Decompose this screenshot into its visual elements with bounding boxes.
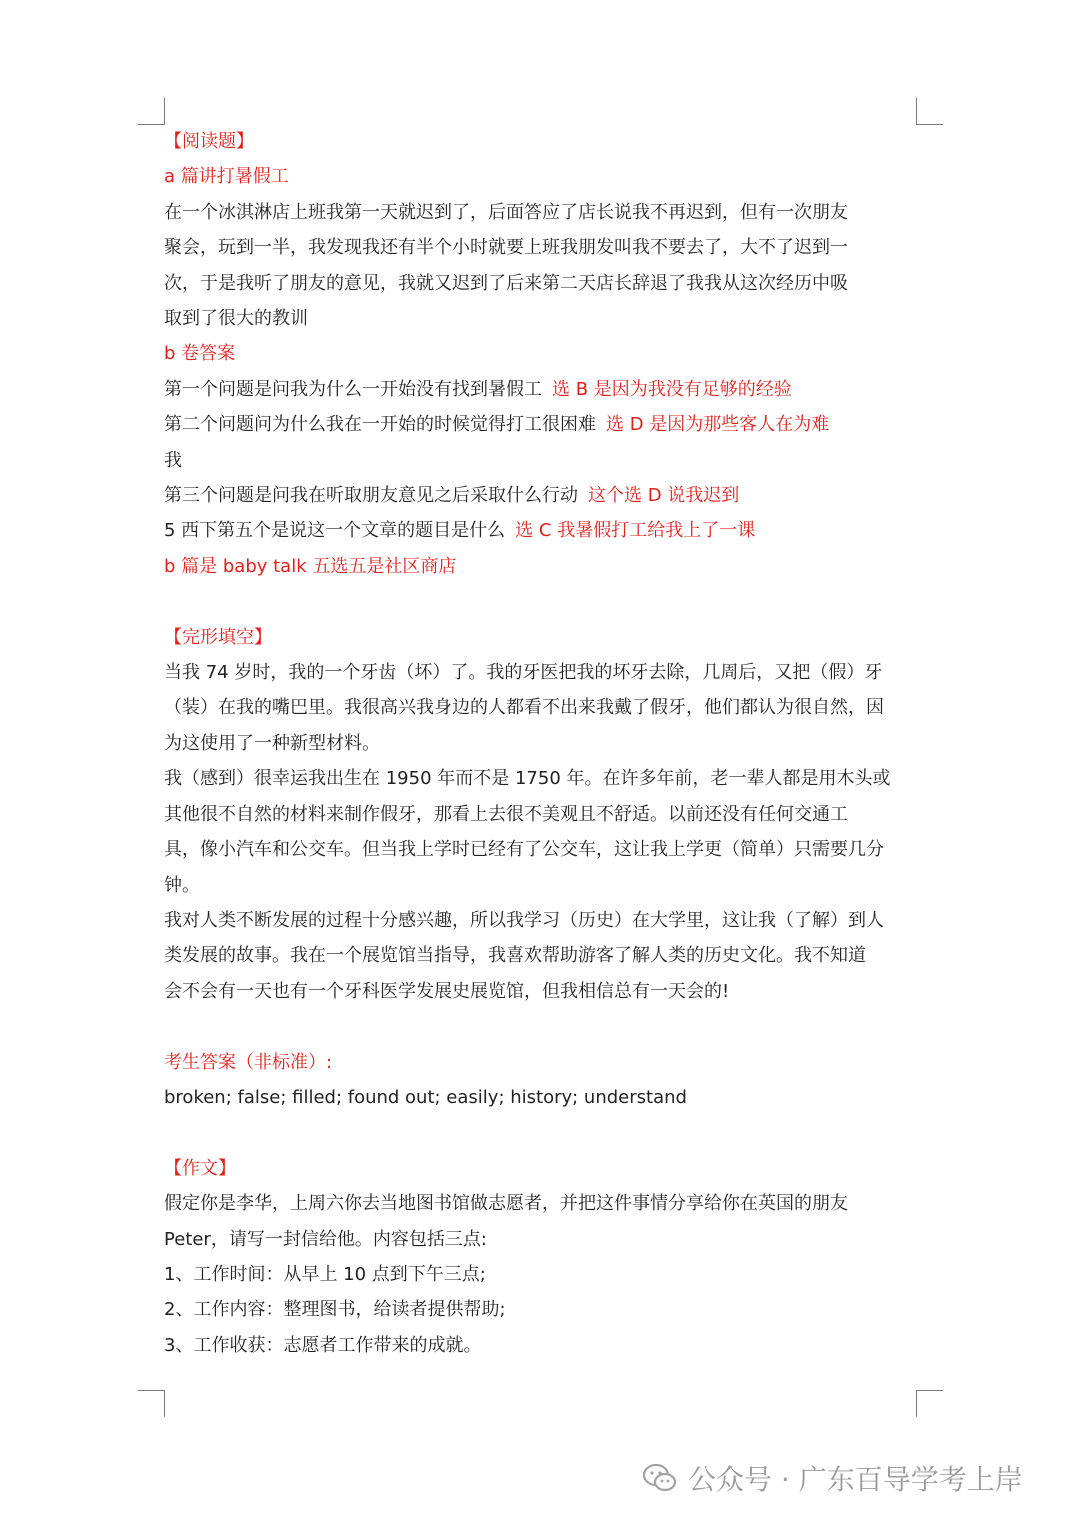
cloze-line: 我对人类不断发展的过程十分感兴趣，所以我学习（历史）在大学里，这让我（了解）到人 bbox=[164, 909, 884, 931]
passage-a-line: 取到了很大的教训 bbox=[164, 308, 308, 330]
cloze-line: 我（感到）很幸运我出生在 1950 年而不是 1750 年。在许多年前，老一辈人都是用木头或 bbox=[164, 768, 891, 790]
question-1-text: 第一个问题是问我为什么一开始没有找到暑假工 bbox=[164, 378, 542, 400]
watermark-text: 公众号 · 广东百导学考上岸 bbox=[688, 1463, 1023, 1496]
crop-mark-bottom-right bbox=[916, 1390, 943, 1417]
essay-line: 2、工作内容：整理图书，给读者提供帮助; bbox=[164, 1299, 506, 1321]
crop-mark-top-left bbox=[138, 98, 165, 125]
question-3-answer: 这个选 D 说我迟到 bbox=[588, 485, 740, 507]
essay-line: 1、工作时间：从早上 10 点到下午三点; bbox=[164, 1263, 486, 1285]
passage-a-line: 次，于是我听了朋友的意见，我就又迟到了后来第二天店长辞退了我我从这次经历中吸 bbox=[164, 272, 848, 294]
passage-a-title: a 篇讲打暑假工 bbox=[164, 166, 289, 188]
cloze-line: 会不会有一天也有一个牙科医学发展史展览馆，但我相信总有一天会的! bbox=[164, 980, 730, 1002]
question-3-text: 第三个问题是问我在听取朋友意见之后采取什么行动 bbox=[164, 485, 578, 507]
essay-line: 3、工作收获：志愿者工作带来的成就。 bbox=[164, 1334, 482, 1356]
crop-mark-top-right bbox=[916, 98, 943, 125]
cloze-line: 为这使用了一种新型材料。 bbox=[164, 732, 380, 754]
watermark bbox=[640, 1456, 1023, 1500]
cloze-line: （装）在我的嘴巴里。我很高兴我身边的人都看不出来我戴了假牙，他们都认为很自然，因 bbox=[164, 697, 884, 719]
passage-a-line: 在一个冰淇淋店上班我第一天就迟到了，后面答应了店长说我不再迟到，但有一次朋友 bbox=[164, 201, 848, 223]
question-5-text: 5 西下第五个是说这一个文章的题目是什么 bbox=[164, 520, 506, 542]
question-5-answer: 选 C 我暑假打工给我上了一课 bbox=[515, 520, 756, 542]
question-1 bbox=[164, 372, 924, 407]
passage-a-line: 聚会，玩到一半，我发现我还有半个小时就要上班我朋发叫我不要去了，大不了迟到一 bbox=[164, 237, 848, 259]
paper-b-title: b 卷答案 bbox=[164, 343, 236, 365]
essay-line: 假定你是李华，上周六你去当地图书馆做志愿者，并把这件事情分享给你在英国的朋友 bbox=[164, 1193, 848, 1215]
reading-heading: 【阅读题】 bbox=[164, 131, 254, 152]
cloze-line: 其他很不自然的材料来制作假牙，那看上去很不美观且不舒适。以前还没有任何交通工 bbox=[164, 803, 848, 825]
document-body bbox=[164, 124, 924, 1363]
question-2-continuation: 我 bbox=[164, 449, 182, 471]
essay-line: Peter，请写一封信给他。内容包括三点: bbox=[164, 1228, 487, 1250]
cloze-line: 类发展的故事。我在一个展览馆当指导，我喜欢帮助游客了解人类的历史文化。我不知道 bbox=[164, 945, 866, 967]
cloze-line: 具，像小汽车和公交车。但当我上学时已经有了公交车，这让我上学更（简单）只需要几分 bbox=[164, 839, 884, 861]
cloze-line: 当我 74 岁时，我的一个牙齿（坏）了。我的牙医把我的坏牙去除，几周后，又把（假）牙 bbox=[164, 662, 883, 684]
question-2 bbox=[164, 407, 924, 442]
question-2-text: 第二个问题问为什么我在一开始的时候觉得打工很困难 bbox=[164, 414, 596, 436]
essay-heading: 【作文】 bbox=[164, 1157, 236, 1179]
question-5 bbox=[164, 513, 924, 548]
cloze-answer-label: 考生答案（非标准）: bbox=[164, 1051, 333, 1073]
question-2-answer: 选 D 是因为那些客人在为难 bbox=[606, 414, 830, 436]
cloze-line: 钟。 bbox=[164, 874, 200, 896]
passage-b-note: b 篇是 baby talk 五选五是社区商店 bbox=[164, 555, 457, 577]
crop-mark-bottom-left bbox=[138, 1390, 165, 1417]
cloze-answer: broken; false; filled; found out; easily; history; understand bbox=[164, 1086, 687, 1108]
wechat-icon bbox=[640, 1458, 680, 1498]
question-1-answer: 选 B 是因为我没有足够的经验 bbox=[552, 378, 792, 400]
question-3 bbox=[164, 478, 924, 513]
cloze-heading: 【完形填空】 bbox=[164, 626, 272, 648]
